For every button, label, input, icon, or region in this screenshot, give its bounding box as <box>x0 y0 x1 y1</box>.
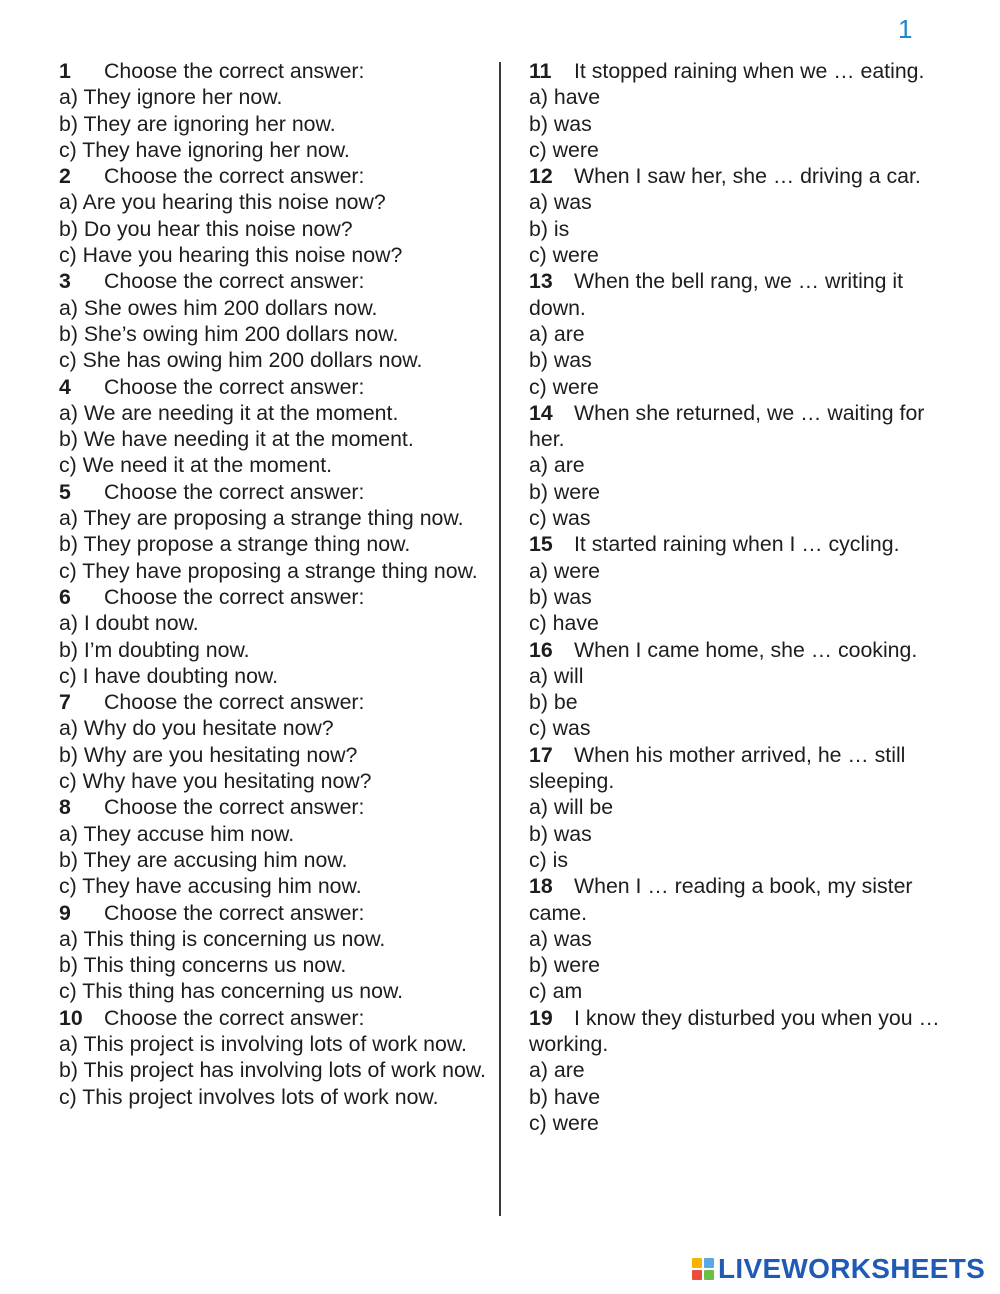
answer-option[interactable]: c) was <box>529 716 591 741</box>
answer-option[interactable]: c) were <box>529 137 599 162</box>
answer-option[interactable]: b) be <box>529 690 578 715</box>
question-prompt: When his mother arrived, he … still sleeping. <box>529 742 906 794</box>
question-item <box>59 268 489 373</box>
answer-option[interactable]: c) This project involves lots of work now. <box>59 1084 439 1109</box>
answer-option[interactable]: c) Have you hearing this noise now? <box>59 243 403 268</box>
answer-option[interactable]: a) Why do you hesitate now? <box>59 716 334 741</box>
question-prompt: I know they disturbed you when you … working. <box>529 1005 940 1056</box>
answer-option[interactable]: a) This thing is concerning us now. <box>59 926 386 951</box>
question-prompt: Choose the correct answer: <box>104 269 365 294</box>
questions-column-left <box>59 58 489 1110</box>
answer-option[interactable]: a) will <box>529 663 584 688</box>
question-number: 7 <box>59 690 71 715</box>
answer-option[interactable]: b) have <box>529 1084 601 1109</box>
question-prompt: Choose the correct answer: <box>104 690 365 715</box>
question-prompt: When the bell rang, we … writing it down. <box>529 269 904 320</box>
question-prompt: It stopped raining when we … eating. <box>574 59 925 83</box>
answer-option[interactable]: a) have <box>529 85 601 110</box>
answer-option[interactable]: a) They accuse him now. <box>59 821 295 846</box>
question-header <box>529 1005 949 1058</box>
answer-option[interactable]: b) is <box>529 216 570 241</box>
answer-option[interactable]: b) They are accusing him now. <box>59 847 348 872</box>
answer-option[interactable]: c) They have ignoring her now. <box>59 137 350 162</box>
question-prompt: Choose the correct answer: <box>104 795 365 820</box>
question-header <box>59 1005 489 1031</box>
question-prompt: When I saw her, she … driving a car. <box>574 164 921 189</box>
question-number: 14 <box>529 400 553 425</box>
answer-option[interactable]: b) Why are you hesitating now? <box>59 742 358 767</box>
answer-option[interactable]: a) were <box>529 558 601 583</box>
answer-option[interactable]: a) She owes him 200 dollars now. <box>59 295 378 320</box>
question-item <box>59 900 489 1005</box>
answer-option[interactable]: c) were <box>529 243 599 268</box>
question-prompt: When she returned, we … waiting for her. <box>529 400 925 452</box>
answer-option[interactable]: c) This thing has concerning us now. <box>59 979 404 1004</box>
question-prompt: When I came home, she … cooking. <box>574 637 918 662</box>
answer-option[interactable]: b) This project has involving lots of work now. <box>59 1058 486 1083</box>
question-header <box>529 163 949 189</box>
logo-icon-square <box>692 1270 702 1280</box>
answer-option[interactable]: b) were <box>529 479 601 504</box>
question-number: 12 <box>529 164 553 189</box>
answer-option[interactable]: c) They have proposing a strange thing now. <box>59 558 478 583</box>
question-header <box>529 58 949 84</box>
question-item <box>529 1005 949 1136</box>
logo-icon <box>692 1258 714 1280</box>
question-number: 1 <box>59 59 71 83</box>
question-number: 10 <box>59 1005 83 1030</box>
question-item <box>59 163 489 268</box>
question-header <box>59 584 489 610</box>
question-number: 19 <box>529 1005 553 1030</box>
question-number: 5 <box>59 479 71 504</box>
answer-option[interactable]: c) am <box>529 979 583 1004</box>
question-item <box>59 58 489 163</box>
question-prompt: Choose the correct answer: <box>104 374 365 399</box>
answer-option[interactable]: c) She has owing him 200 dollars now. <box>59 348 423 373</box>
question-item <box>59 479 489 584</box>
answer-option[interactable]: c) is <box>529 847 569 872</box>
answer-option[interactable]: a) This project is involving lots of work now. <box>59 1031 467 1056</box>
question-number: 2 <box>59 164 71 189</box>
answer-option[interactable]: b) was <box>529 348 592 373</box>
question-item <box>529 58 949 163</box>
question-header <box>59 374 489 400</box>
answer-option[interactable]: a) They ignore her now. <box>59 85 283 110</box>
answer-option[interactable]: c) were <box>529 374 599 399</box>
question-prompt: Choose the correct answer: <box>104 164 365 189</box>
answer-option[interactable]: b) She’s owing him 200 dollars now. <box>59 321 399 346</box>
question-number: 11 <box>529 59 552 83</box>
answer-option[interactable]: c) was <box>529 506 591 531</box>
question-number: 4 <box>59 374 71 399</box>
answer-option[interactable]: a) was <box>529 190 592 215</box>
question-prompt: Choose the correct answer: <box>104 584 365 609</box>
question-header <box>59 163 489 189</box>
question-header <box>59 900 489 926</box>
column-divider <box>499 62 501 1216</box>
question-number: 8 <box>59 795 71 820</box>
question-header <box>59 794 489 820</box>
question-header <box>529 742 949 795</box>
question-header <box>529 637 949 663</box>
question-item <box>529 268 949 399</box>
question-header <box>59 689 489 715</box>
answer-option[interactable]: b) I’m doubting now. <box>59 637 250 662</box>
answer-option[interactable]: a) will be <box>529 795 614 820</box>
logo-icon-square <box>692 1258 702 1268</box>
question-number: 9 <box>59 900 71 925</box>
question-item <box>529 400 949 531</box>
answer-option[interactable]: c) Why have you hesitating now? <box>59 769 372 794</box>
page-number: 1 <box>898 14 913 44</box>
logo-icon-square <box>704 1258 714 1268</box>
question-item <box>59 1005 489 1110</box>
question-number: 3 <box>59 269 71 294</box>
question-item <box>59 374 489 479</box>
answer-option[interactable]: b) They are ignoring her now. <box>59 111 336 136</box>
answer-option[interactable]: b) was <box>529 584 592 609</box>
question-item <box>529 163 949 268</box>
answer-option[interactable]: c) We need it at the moment. <box>59 453 333 478</box>
question-header <box>59 58 489 84</box>
answer-option[interactable]: b) We have needing it at the moment. <box>59 427 414 452</box>
answer-option[interactable]: c) They have accusing him now. <box>59 874 362 899</box>
logo-icon-square <box>704 1270 714 1280</box>
answer-option[interactable]: b) was <box>529 821 592 846</box>
question-item <box>59 689 489 794</box>
question-prompt: Choose the correct answer: <box>104 900 365 925</box>
question-number: 17 <box>529 742 553 767</box>
question-header <box>529 531 949 557</box>
question-number: 18 <box>529 874 553 899</box>
logo-text: LIVEWORKSHEETS <box>718 1253 986 1284</box>
question-item <box>529 637 949 742</box>
question-prompt: Choose the correct answer: <box>104 479 365 504</box>
question-header <box>529 873 949 926</box>
question-item <box>59 794 489 899</box>
answer-option[interactable]: a) was <box>529 926 592 951</box>
question-prompt: When I … reading a book, my sister came. <box>529 874 913 925</box>
answer-option[interactable]: a) Are you hearing this noise now? <box>59 190 386 215</box>
question-number: 13 <box>529 269 553 294</box>
question-header <box>59 268 489 294</box>
question-prompt: Choose the correct answer: <box>104 59 365 83</box>
answer-option[interactable]: a) We are needing it at the moment. <box>59 400 399 425</box>
answer-option[interactable]: b) This thing concerns us now. <box>59 953 347 978</box>
question-item <box>529 873 949 1004</box>
question-item <box>529 531 949 636</box>
question-item <box>529 742 949 873</box>
answer-option[interactable]: b) was <box>529 111 592 136</box>
answer-option[interactable]: a) I doubt now. <box>59 611 199 636</box>
answer-option[interactable]: a) are <box>529 321 585 346</box>
question-header <box>59 479 489 505</box>
answer-option[interactable]: b) Do you hear this noise now? <box>59 216 353 241</box>
question-header <box>529 268 949 321</box>
answer-option[interactable]: a) They are proposing a strange thing now. <box>59 506 464 531</box>
question-number: 15 <box>529 532 553 557</box>
answer-option[interactable]: b) They propose a strange thing now. <box>59 532 411 557</box>
answer-option[interactable]: c) I have doubting now. <box>59 663 279 688</box>
question-header <box>529 400 949 453</box>
question-prompt: It started raining when I … cycling. <box>574 532 900 557</box>
questions-column-right <box>529 58 949 1136</box>
question-number: 16 <box>529 637 553 662</box>
question-item <box>59 584 489 689</box>
answer-option[interactable]: a) are <box>529 1058 585 1083</box>
question-number: 6 <box>59 584 71 609</box>
answer-option[interactable]: c) were <box>529 1110 599 1135</box>
question-prompt: Choose the correct answer: <box>104 1005 365 1030</box>
answer-option[interactable]: c) have <box>529 611 599 636</box>
answer-option[interactable]: a) are <box>529 453 585 478</box>
answer-option[interactable]: b) were <box>529 953 601 978</box>
liveworksheets-logo <box>692 1254 985 1284</box>
